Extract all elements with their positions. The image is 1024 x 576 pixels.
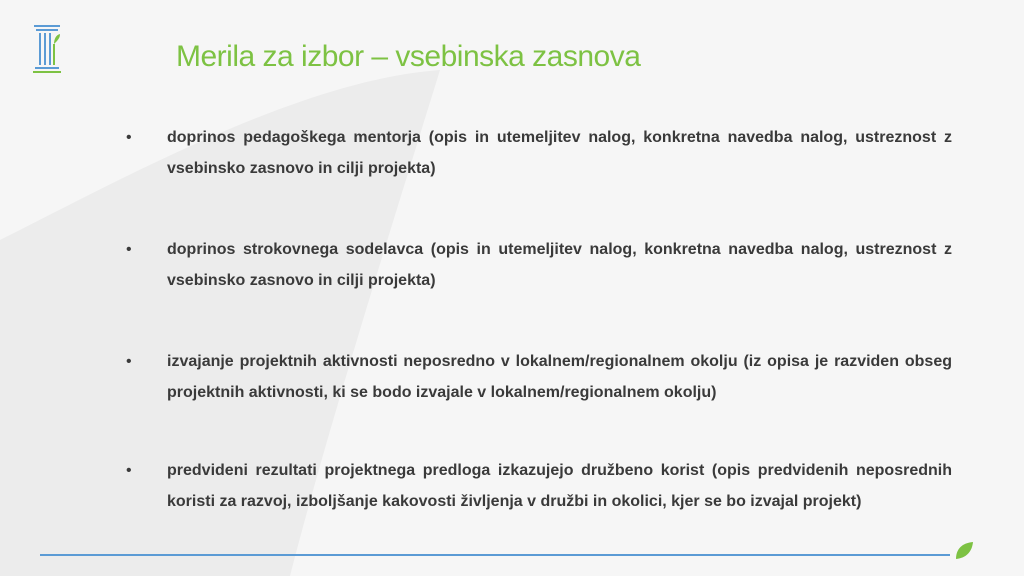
bullet-list	[124, 122, 952, 517]
bullet-marker: •	[126, 353, 132, 370]
column-pillar-icon	[32, 24, 62, 74]
bullet-text: doprinos pedagoškega mentorja (opis in utemeljitev nalog, konkretna navedba nalog, ustreznost z vsebinsko zasnovo in cilji projekta)	[167, 129, 952, 177]
list-item	[124, 122, 952, 184]
bullet-marker: •	[126, 462, 132, 479]
bullet-marker: •	[126, 129, 132, 146]
list-item	[124, 455, 952, 517]
list-item	[124, 234, 952, 296]
list-item	[124, 346, 952, 408]
bullet-text: predvideni rezultati projektnega predloga izkazujejo družbeno korist (opis predvidenih neposrednih koristi za razvoj, izboljšanje kakovosti življenja v družbi in okolici, kjer se bo izvajal projekt)	[167, 462, 952, 510]
footer-divider	[40, 554, 950, 556]
bullet-text: doprinos strokovnega sodelavca (opis in utemeljitev nalog, konkretna navedba nalog, ustreznost z vsebinsko zasnovo in cilji projekta)	[167, 241, 952, 289]
slide-title: Merila za izbor – vsebinska zasnova	[176, 40, 641, 73]
leaf-icon	[954, 540, 974, 560]
bullet-text: izvajanje projektnih aktivnosti neposredno v lokalnem/regionalnem okolju (iz opisa je razviden obseg projektnih aktivnosti, ki se bodo izvajale v lokalnem/regionalnem okolju)	[167, 353, 952, 401]
bullet-marker: •	[126, 241, 132, 258]
